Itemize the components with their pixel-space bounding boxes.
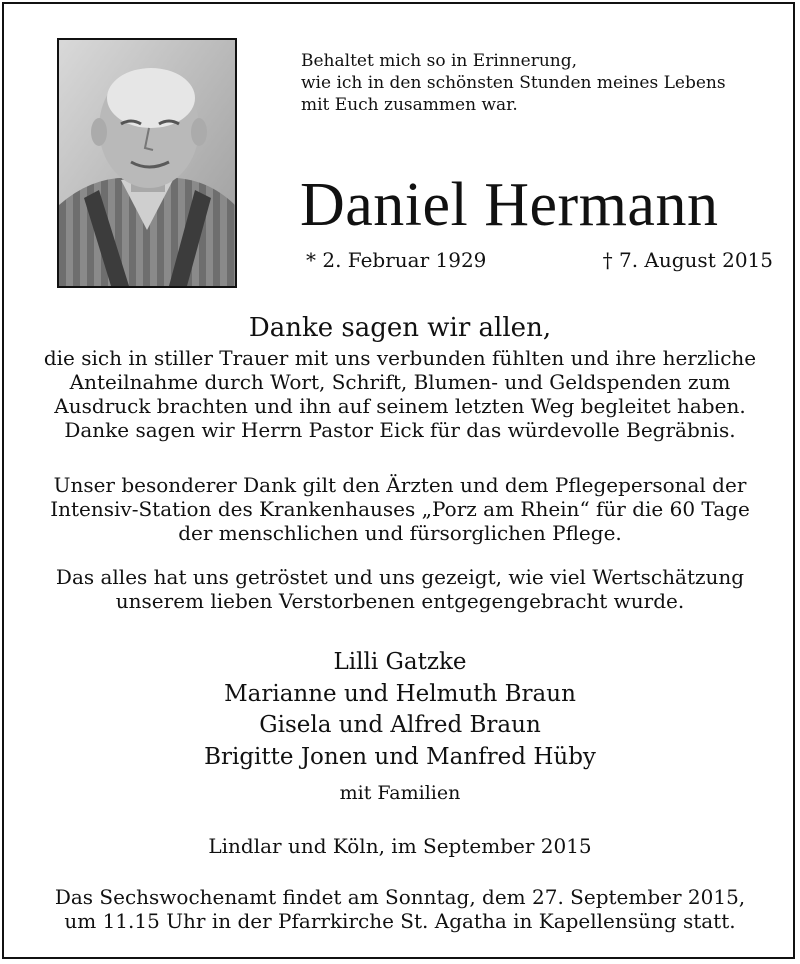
text-line: Das alles hat uns getröstet und uns gezeigt, wie viel Wertschätzung bbox=[55, 565, 745, 589]
mourner-name: Marianne und Helmuth Braun bbox=[224, 680, 576, 707]
quote-line: Behaltet mich so in Erinnerung, bbox=[301, 51, 578, 71]
mourner-name: Gisela und Alfred Braun bbox=[259, 712, 541, 738]
deceased-name: Daniel Hermann bbox=[300, 171, 719, 239]
text-line: Anteilnahme durch Wort, Schrift, Blumen- und Geldspenden zum bbox=[69, 370, 731, 394]
mourners-list bbox=[0, 647, 800, 773]
text-line: Unser besonderer Dank gilt den Ärzten und dem Pflegepersonal der bbox=[53, 473, 747, 497]
place-date: Lindlar und Köln, im September 2015 bbox=[208, 834, 592, 858]
portrait-icon bbox=[59, 40, 235, 286]
mourner-name: Brigitte Jonen und Manfred Hüby bbox=[204, 743, 596, 770]
text-line: Das Sechswochenamt findet am Sonntag, dem 27. September 2015, bbox=[54, 885, 746, 909]
quote-line: wie ich in den schönsten Stunden meines Lebens bbox=[301, 73, 726, 93]
death-date: † 7. August 2015 bbox=[602, 248, 773, 272]
mourner-name: Lilli Gatzke bbox=[333, 649, 467, 675]
thanks-paragraph-1 bbox=[0, 346, 800, 442]
thanks-paragraph-3 bbox=[0, 565, 800, 613]
families-note: mit Familien bbox=[339, 782, 461, 804]
birth-date: * 2. Februar 1929 bbox=[306, 248, 487, 272]
text-line: unserem lieben Verstorbenen entgegengebracht wurde. bbox=[115, 589, 685, 613]
text-line: Intensiv-Station des Krankenhauses „Porz am Rhein“ für die 60 Tage bbox=[50, 497, 750, 521]
text-line: der menschlichen und fürsorglichen Pflege. bbox=[178, 521, 622, 545]
thanks-paragraph-2 bbox=[0, 473, 800, 545]
thanks-heading: Danke sagen wir allen, bbox=[248, 313, 552, 343]
text-line: um 11.15 Uhr in der Pfarrkirche St. Agatha in Kapellensüng statt. bbox=[64, 909, 736, 933]
text-line: Danke sagen wir Herrn Pastor Eick für das würdevolle Begräbnis. bbox=[64, 418, 736, 442]
quote-line: mit Euch zusammen war. bbox=[301, 95, 518, 115]
text-line: die sich in stiller Trauer mit uns verbunden fühlten und ihre herzliche bbox=[43, 346, 757, 370]
portrait-photo bbox=[57, 38, 237, 288]
memorial-quote bbox=[301, 50, 726, 116]
text-line: Ausdruck brachten und ihn auf seinem letzten Weg begleitet haben. bbox=[54, 394, 746, 418]
service-announcement bbox=[0, 885, 800, 933]
